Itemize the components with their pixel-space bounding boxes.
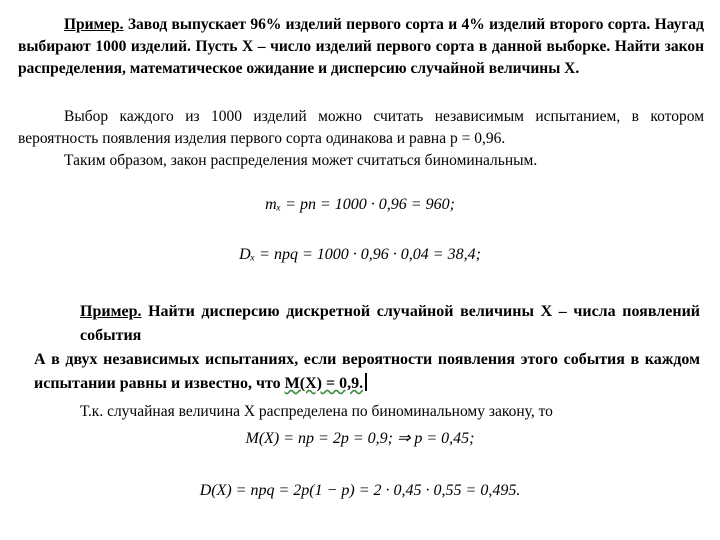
example1-label: Пример. (64, 16, 124, 33)
example1-line1: Пример. Завод выпускает 96% изделий первого сорта и 4% изделий второго сорта. Наугад (64, 16, 704, 33)
example2-line2: А в двух независимых испытаниях, если вероятности появления этого события в каждом (34, 351, 700, 368)
example2-formula-variance: D(X) = npq = 2p(1 − p) = 2 · 0,45 · 0,55 = 0,495. (199, 482, 521, 499)
example1-solution-line3: Таким образом, закон распределения может считаться биноминальным. (64, 152, 538, 169)
example1-formula-expectation: mₓ = pn = 1000 · 0,96 = 960; (265, 196, 455, 213)
example2-statement (34, 300, 700, 396)
example1-solution-line2: вероятность появления изделия первого сорта одинакова и равна p = 0,96. (18, 130, 506, 147)
example1-formula-variance: Dₓ = npq = 1000 · 0,96 · 0,04 = 38,4; (239, 246, 481, 263)
example2-line1: Пример. Найти дисперсию дискретной случайной величины X – числа появлений события (80, 303, 700, 344)
example2-line3: испытании равны и известно, что M(X) = 0,9. (34, 372, 700, 396)
example2-formula-expectation: M(X) = np = 2p = 0,9; ⇒ p = 0,45; (245, 430, 475, 447)
example1-solution (18, 106, 704, 172)
example1-line3: распределения, математическое ожидание и дисперсию случайной величины X. (18, 60, 580, 77)
example2-label: Пример. (80, 303, 142, 320)
text-cursor (365, 373, 367, 391)
example1-statement (18, 14, 704, 80)
example2-condition: M(X) = 0,9. (284, 375, 364, 392)
example1-solution-line1: Выбор каждого из 1000 изделий можно считать независимым испытанием, в котором (64, 108, 704, 125)
example2-solution-line1: Т.к. случайная величина X распределена по биноминальному закону, то (80, 403, 553, 420)
example1-line2: выбирают 1000 изделий. Пусть X – число изделий первого сорта в данной выборке. Найти закон (18, 38, 704, 55)
